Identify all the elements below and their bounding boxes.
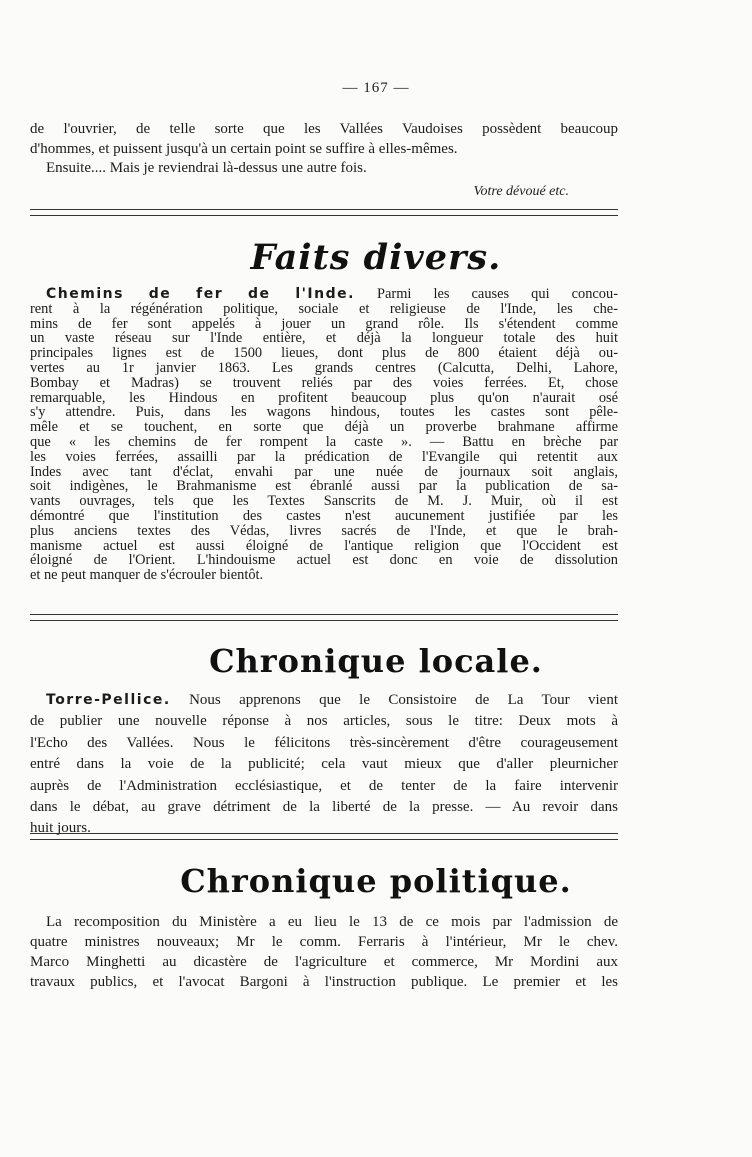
intro-paragraph: [30, 120, 618, 179]
locale-line: huit jours.: [30, 820, 91, 837]
politique-line: Marco Minghetti au dicastère de l'agriculture et commerce, Mr Mordini aux: [30, 954, 618, 970]
lead-chemins-de-fer: Chemins de fer de l'Inde.: [46, 287, 355, 302]
faits-line: que « les chemins de fer rompent la caste ». — Battu en brèche par: [30, 434, 618, 450]
faits-line: rent à la régénération politique, sociale et religieuse de l'Inde, les che-: [30, 301, 618, 317]
locale-line: Torre-Pellice. Nous apprenons que le Consistoire de La Tour vient: [46, 692, 618, 708]
locale-line: auprès de l'Administration ecclésiastique, et de tenter de la faire intervenir: [30, 777, 618, 794]
section-divider: [30, 614, 618, 621]
section-title-chronique-locale: Chronique locale.: [209, 642, 543, 680]
faits-divers-paragraph: [30, 287, 618, 583]
politique-line: La recomposition du Ministère a eu lieu le 13 de ce mois par l'admission de: [46, 914, 618, 930]
chronique-locale-paragraph: [30, 690, 618, 840]
faits-line: éloigné de l'Orient. L'hindouisme actuel est donc en voie de dissolution: [30, 553, 618, 569]
section-divider: [30, 209, 618, 216]
faits-line: les voies ferrées, assailli par la prédication de l'Evangile qui retentit aux: [30, 449, 618, 465]
locale-line: l'Echo des Vallées. Nous le félicitons très-sincèrement d'être courageusement: [30, 734, 618, 751]
signature: Votre dévoué etc.: [473, 184, 569, 199]
faits-line: manisme actuel est aussi éloigné de l'antique religion que l'Occident est: [30, 538, 618, 554]
intro-line-2: d'hommes, et puissent jusqu'à un certain point se suffire à elles-mêmes.: [30, 140, 458, 157]
faits-line: et ne peut manquer de s'écrouler bientôt.: [30, 568, 264, 583]
politique-line: travaux publics, et l'avocat Bargoni à l'instruction publique. Le premier et les: [30, 974, 618, 990]
intro-line-1: de l'ouvrier, de telle sorte que les Vallées Vaudoises possèdent beaucoup: [30, 121, 618, 137]
chronique-politique-paragraph: [30, 912, 618, 992]
section-title-chronique-politique: Chronique politique.: [180, 862, 572, 900]
faits-line: remarquable, les Hindous en profitent beaucoup plus qu'on n'aurait osé: [30, 390, 618, 406]
section-divider: [30, 833, 618, 840]
faits-line: vertes au 1r janvier 1863. Les grands centres (Calcutta, Delhi, Lahore,: [30, 360, 618, 376]
faits-line: s'y attendre. Puis, dans les wagons hindous, toutes les castes sont pêle-: [30, 405, 618, 421]
faits-line: démontré que l'institution des castes n'est aucunement justifiée par les: [30, 508, 618, 524]
faits-line: mins de fer sont appelés à jouer un grand rôle. Ils s'étendent comme: [30, 316, 618, 332]
locale-line: de publier une nouvelle réponse à nos articles, sous le titre: Deux mots à: [30, 713, 618, 730]
faits-line: vants ouvrages, tels que les Textes Sanscrits de M. J. Muir, où il est: [30, 494, 618, 509]
section-title-faits-divers: Faits divers.: [250, 237, 502, 278]
faits-line: principales lignes est de 1500 lieues, dont plus de 800 étaient déjà ou-: [30, 346, 618, 361]
faits-line: plus anciens textes des Védas, livres sacrés de l'Inde, et que le brah-: [30, 523, 618, 539]
faits-line: soit indigènes, le Brahmanisme est ébranlé aussi par la publication de sa-: [30, 479, 618, 495]
locale-line: entré dans la voie de la publicité; cela vaut mieux que d'aller pleurnicher: [30, 756, 618, 773]
page-number: — 167 —: [342, 80, 410, 96]
faits-line: mêle et se touchent, en sorte que déjà un proverbe brahmane affirme: [30, 420, 618, 435]
intro-line-3: Ensuite.... Mais je reviendrai là-dessus une autre fois.: [46, 160, 367, 177]
politique-line: quatre ministres nouveaux; Mr le comm. Ferraris à l'intérieur, Mr le chev.: [30, 934, 618, 950]
faits-line: Indes avec tant d'éclat, envahi par une nuée de journaux soit anglais,: [30, 464, 618, 480]
lead-torre-pellice: Torre-Pellice.: [46, 692, 171, 708]
faits-line: un vaste réseau sur l'Inde entière, et déjà la longueur totale des huit: [30, 331, 618, 347]
faits-line: Chemins de fer de l'Inde. Parmi les causes qui concou-: [46, 287, 618, 302]
locale-line: dans le débat, au grave détriment de la liberté de la presse. — Au revoir dans: [30, 799, 618, 816]
faits-line: Bombay et Madras) se trouvent reliés par des voies ferrées. Et, chose: [30, 375, 618, 391]
